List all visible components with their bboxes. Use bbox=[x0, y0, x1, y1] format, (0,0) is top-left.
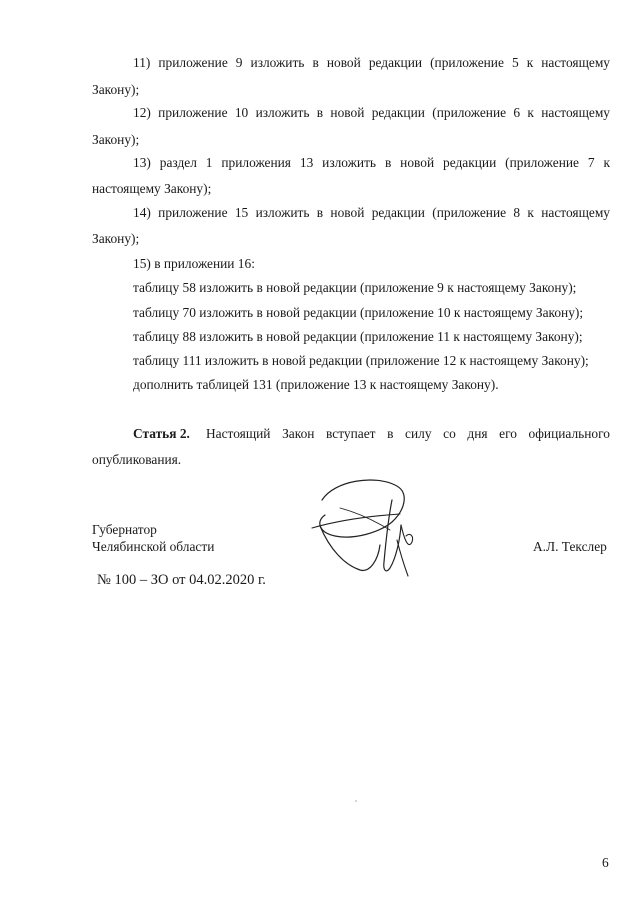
article-2-line-2: опубликования. bbox=[92, 452, 182, 467]
amendment-14-line-1: 14) приложение 15 изложить в новой редакции (приложение 8 к настоящему bbox=[133, 205, 610, 220]
signatory-title-line-1: Губернатор bbox=[92, 522, 157, 537]
page-number: 6 bbox=[602, 855, 609, 870]
law-number: № 100 – ЗО от 04.02.2020 г. bbox=[97, 572, 266, 588]
amendment-12-line-2: Закону); bbox=[92, 132, 140, 147]
signatory-title-line-2: Челябинской области bbox=[92, 539, 215, 554]
signature-icon bbox=[300, 470, 430, 580]
amendment-11-line-1: 11) приложение 9 изложить в новой редакции (приложение 5 к настоящему bbox=[133, 55, 610, 70]
amendment-15-subitem: таблицу 70 изложить в новой редакции (приложение 10 к настоящему Закону); bbox=[133, 305, 584, 320]
amendment-12-line-1: 12) приложение 10 изложить в новой редакции (приложение 6 к настоящему bbox=[133, 105, 610, 120]
amendment-11-line-2: Закону); bbox=[92, 82, 140, 97]
article-2-heading: Статья 2. bbox=[133, 426, 190, 441]
signatory-name: А.Л. Текслер bbox=[533, 539, 607, 554]
amendment-15-subitem: дополнить таблицей 131 (приложение 13 к настоящему Закону). bbox=[133, 377, 499, 392]
amendment-14-line-2: Закону); bbox=[92, 231, 140, 246]
scan-speck bbox=[355, 800, 357, 802]
amendment-13-line-2: настоящему Закону); bbox=[92, 181, 212, 196]
amendment-15-subitem: таблицу 88 изложить в новой редакции (приложение 11 к настоящему Закону); bbox=[133, 329, 583, 344]
amendment-15-subitem: таблицу 111 изложить в новой редакции (приложение 12 к настоящему Закону); bbox=[133, 353, 589, 368]
article-2-line-1: Настоящий Закон вступает в силу со дня его официального bbox=[206, 426, 610, 441]
amendment-13-line-1: 13) раздел 1 приложения 13 изложить в новой редакции (приложение 7 к bbox=[133, 155, 610, 170]
amendment-15-subitem: таблицу 58 изложить в новой редакции (приложение 9 к настоящему Закону); bbox=[133, 280, 577, 295]
amendment-15-heading: 15) в приложении 16: bbox=[133, 256, 255, 271]
